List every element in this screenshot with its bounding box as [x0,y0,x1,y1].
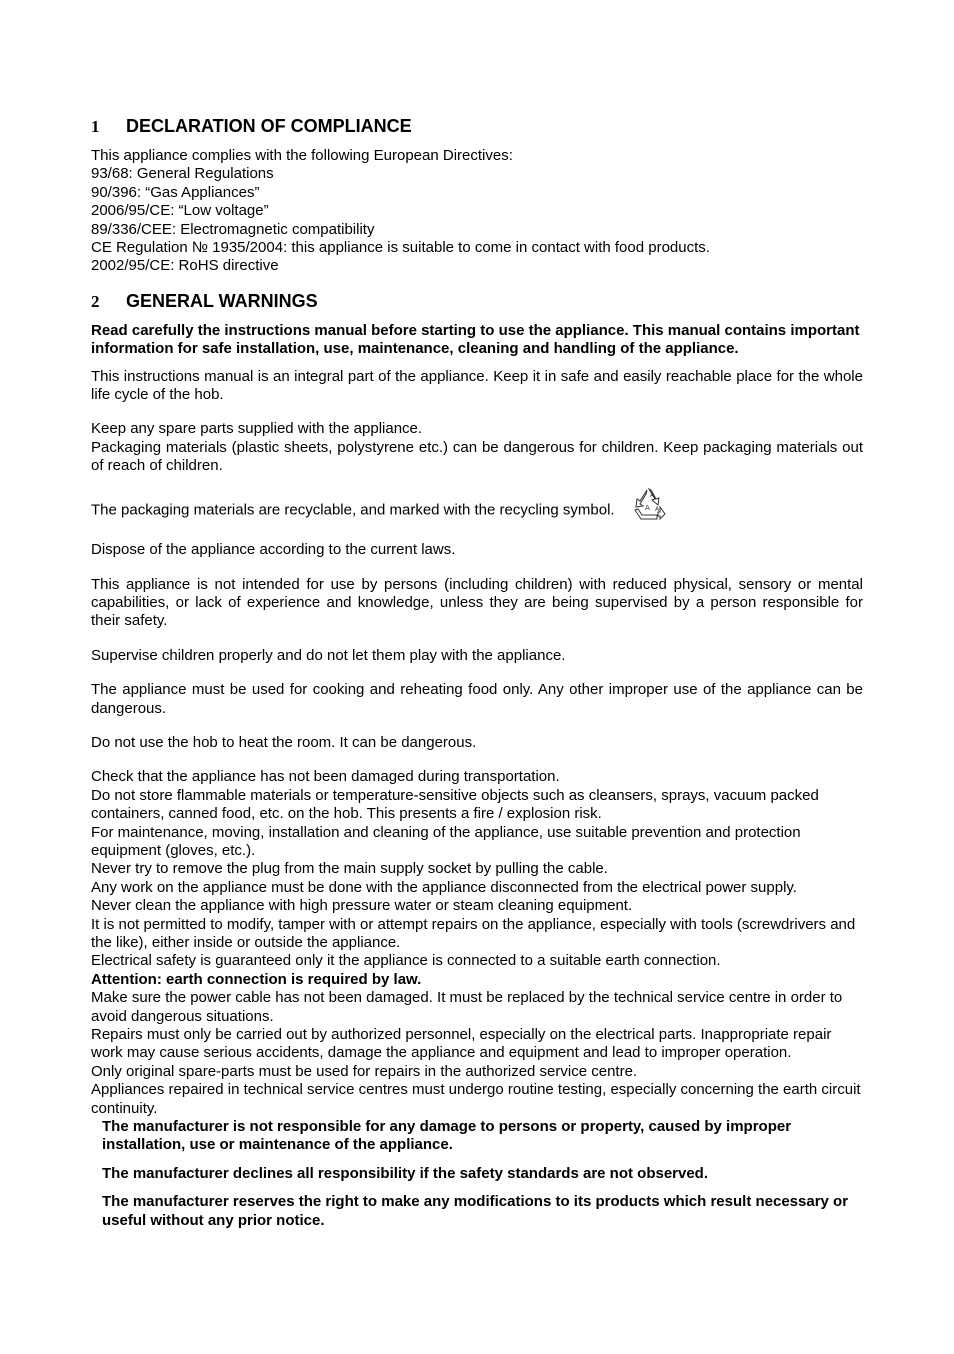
safety-item: Never clean the appliance with high pressure water or steam cleaning equipment. [91,897,633,915]
safety-item: Only original spare-parts must be used for repairs in the authorized service centre. [91,1062,638,1080]
compliance-line: 2002/95/CE: RoHS directive [91,257,279,275]
manual-paragraph: This instructions manual is an integral part of the appliance. Keep it in safe and easily reachable place for the whole life cycle of the hob. [91,367,863,404]
recycle-icon [629,486,669,527]
svg-text:A: A [644,503,650,512]
recyclable-paragraph [91,490,863,531]
section-2-number: 2 [91,291,100,311]
compliance-line: 93/68: General Regulations [91,165,274,183]
compliance-line: 2006/95/CE: “Low voltage” [91,202,269,220]
attention-line: Attention: earth connection is required by law. [91,970,422,988]
packaging-paragraph: Packaging materials (plastic sheets, polystyrene etc.) can be dangerous for children. Keep packaging materials out of reach of children. [91,438,863,475]
compliance-line: CE Regulation № 1935/2004: this appliance is suitable to come in contact with food products. [91,239,710,257]
manufacturer-note-2: The manufacturer declines all responsibility if the safety standards are not observed. [102,1164,709,1182]
supervise-paragraph: Supervise children properly and do not let them play with the appliance. [91,646,566,664]
safety-item: Appliances repaired in technical service centres must undergo routine testing, especially concerning the earth circuit continuity. [91,1081,861,1117]
svg-text:A: A [654,505,659,513]
safety-item: Electrical safety is guaranteed only it the appliance is connected to a suitable earth connection. [91,952,721,970]
safety-item: For maintenance, moving, installation and cleaning of the appliance, use suitable prevention and protection equipment (gloves, etc.). [91,823,801,859]
manufacturer-note-1: The manufacturer is not responsible for any damage to persons or property, caused by improper installation, use or maintenance of the appliance. [102,1118,792,1154]
dispose-paragraph: Dispose of the appliance according to the current laws. [91,541,456,559]
spare-parts-paragraph: Keep any spare parts supplied with the appliance. [91,420,423,438]
manufacturer-note-3: The manufacturer reserves the right to make any modifications to its products which result necessary or useful without any prior notice. [102,1193,849,1229]
safety-item: Check that the appliance has not been damaged during transportation. [91,768,560,786]
safety-item: Never try to remove the plug from the main supply socket by pulling the cable. [91,860,608,878]
section-1-heading [91,114,863,139]
safety-item: It is not permitted to modify, tamper with or attempt repairs on the appliance, especially with tools (screwdrivers and the like), either inside or outside the appliance. [91,915,856,951]
persons-paragraph: This appliance is not intended for use by persons (including children) with reduced physical, sensory or mental capabilities, or lack of experience and knowledge, unless they are being supervised by a person responsible for their safety. [91,575,863,630]
compliance-line: This appliance complies with the following European Directives: [91,147,513,164]
heat-paragraph: Do not use the hob to heat the room. It can be dangerous. [91,733,477,751]
section-2-heading [91,289,863,314]
compliance-list [91,147,863,276]
recyclable-text: The packaging materials are recyclable, and marked with the recycling symbol. [91,501,615,519]
svg-text:A: A [649,491,654,499]
section-2-title: GENERAL WARNINGS [126,290,318,311]
section-1-number: 1 [91,117,100,136]
intro-warning: Read carefully the instructions manual before starting to use the appliance. This manual contains important information for safe installation, use, maintenance, cleaning and handling of the appliance. [91,321,860,358]
cooking-paragraph: The appliance must be used for cooking and reheating food only. Any other improper use of the appliance can be dangerous. [91,681,863,717]
safety-item: Make sure the power cable has not been damaged. It must be replaced by the technical service centre in order to avoid dangerous situations. [91,989,843,1025]
safety-item: Do not store flammable materials or temperature-sensitive objects such as cleansers, sprays, vacuum packed containers, canned food, etc. on the hob. This presents a fire / explosion risk. [91,786,819,823]
section-1-title: DECLARATION OF COMPLIANCE [126,116,412,136]
safety-list [91,768,863,1118]
compliance-line: 89/336/CEE: Electromagnetic compatibility [91,220,375,238]
safety-item: Repairs must only be carried out by authorized personnel, especially on the electrical parts. Inappropriate repair work may cause serious accidents, damage the appliance and equipment and lead to improper operation. [91,1026,832,1062]
compliance-line: 90/396: “Gas Appliances” [91,183,260,201]
document-page [91,110,863,1230]
safety-item: Any work on the appliance must be done with the appliance disconnected from the electrical power supply. [91,878,797,896]
